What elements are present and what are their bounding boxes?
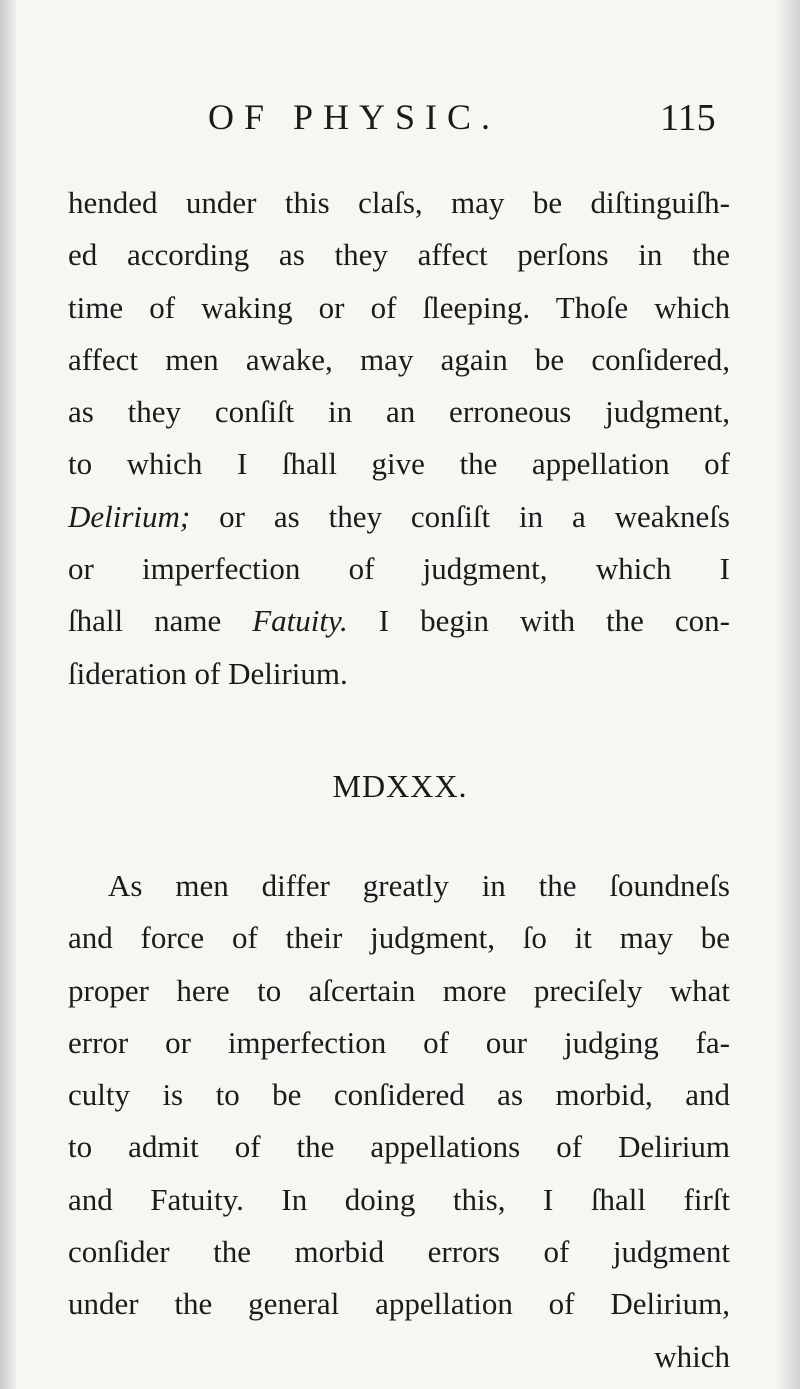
text-line: to admit of the appellations of Delirium: [68, 1129, 730, 1165]
italic-term-delirium: Delirium;: [68, 498, 191, 534]
text-line: and force of their judgment, ſo it may be: [68, 920, 730, 956]
text-line: ed according as they affect perſons in the: [68, 237, 730, 273]
text-line: affect men awake, may again be conſidered,: [68, 341, 730, 377]
text-line: under the general appellation of Delirium,: [68, 1286, 730, 1322]
section-heading: MDXXX.: [332, 768, 468, 804]
text-line: culty is to be conſidered as morbid, and: [68, 1077, 730, 1113]
catchword: which: [654, 1338, 730, 1374]
text-line: and Fatuity. In doing this, I ſhall firſt: [68, 1181, 730, 1217]
text-line: as they conſiſt in an erroneous judgment,: [68, 394, 730, 430]
text-line-rest: or as they conſiſt in a weakneſs: [190, 498, 730, 534]
paragraph-2: [68, 860, 730, 1383]
text-line: conſider the morbid errors of judgment: [68, 1234, 730, 1270]
scan-edge-left: [0, 0, 16, 1389]
paragraph-1: [68, 177, 730, 700]
text-line: or imperfection of judgment, which I: [68, 551, 730, 587]
text-line: time of waking or of ſleeping. Thoſe which: [68, 289, 730, 325]
scan-edge-right: [776, 0, 800, 1389]
text-line: to which I ſhall give the appellation of: [68, 446, 730, 482]
text-line: proper here to aſcertain more preciſely what: [68, 972, 730, 1008]
text-line-with-italic: [68, 491, 730, 543]
text-line: error or imperfection of our judging fa-: [68, 1024, 730, 1060]
italic-term-fatuity: Fatuity.: [252, 603, 348, 639]
text-line-rest: I begin with the con-: [347, 603, 731, 639]
text-line: As men differ greatly in the ſoundneſs: [108, 868, 730, 903]
text-line: hended under this claſs, may be diſtinguiſh-: [68, 185, 730, 220]
text-line-start: ſhall name: [68, 603, 253, 639]
page-number: 115: [660, 97, 716, 139]
text-line: ſideration of Delirium.: [68, 655, 348, 691]
running-head: [0, 90, 800, 150]
text-line-with-italic: [68, 595, 730, 647]
running-title: OF PHYSIC.: [208, 97, 501, 137]
